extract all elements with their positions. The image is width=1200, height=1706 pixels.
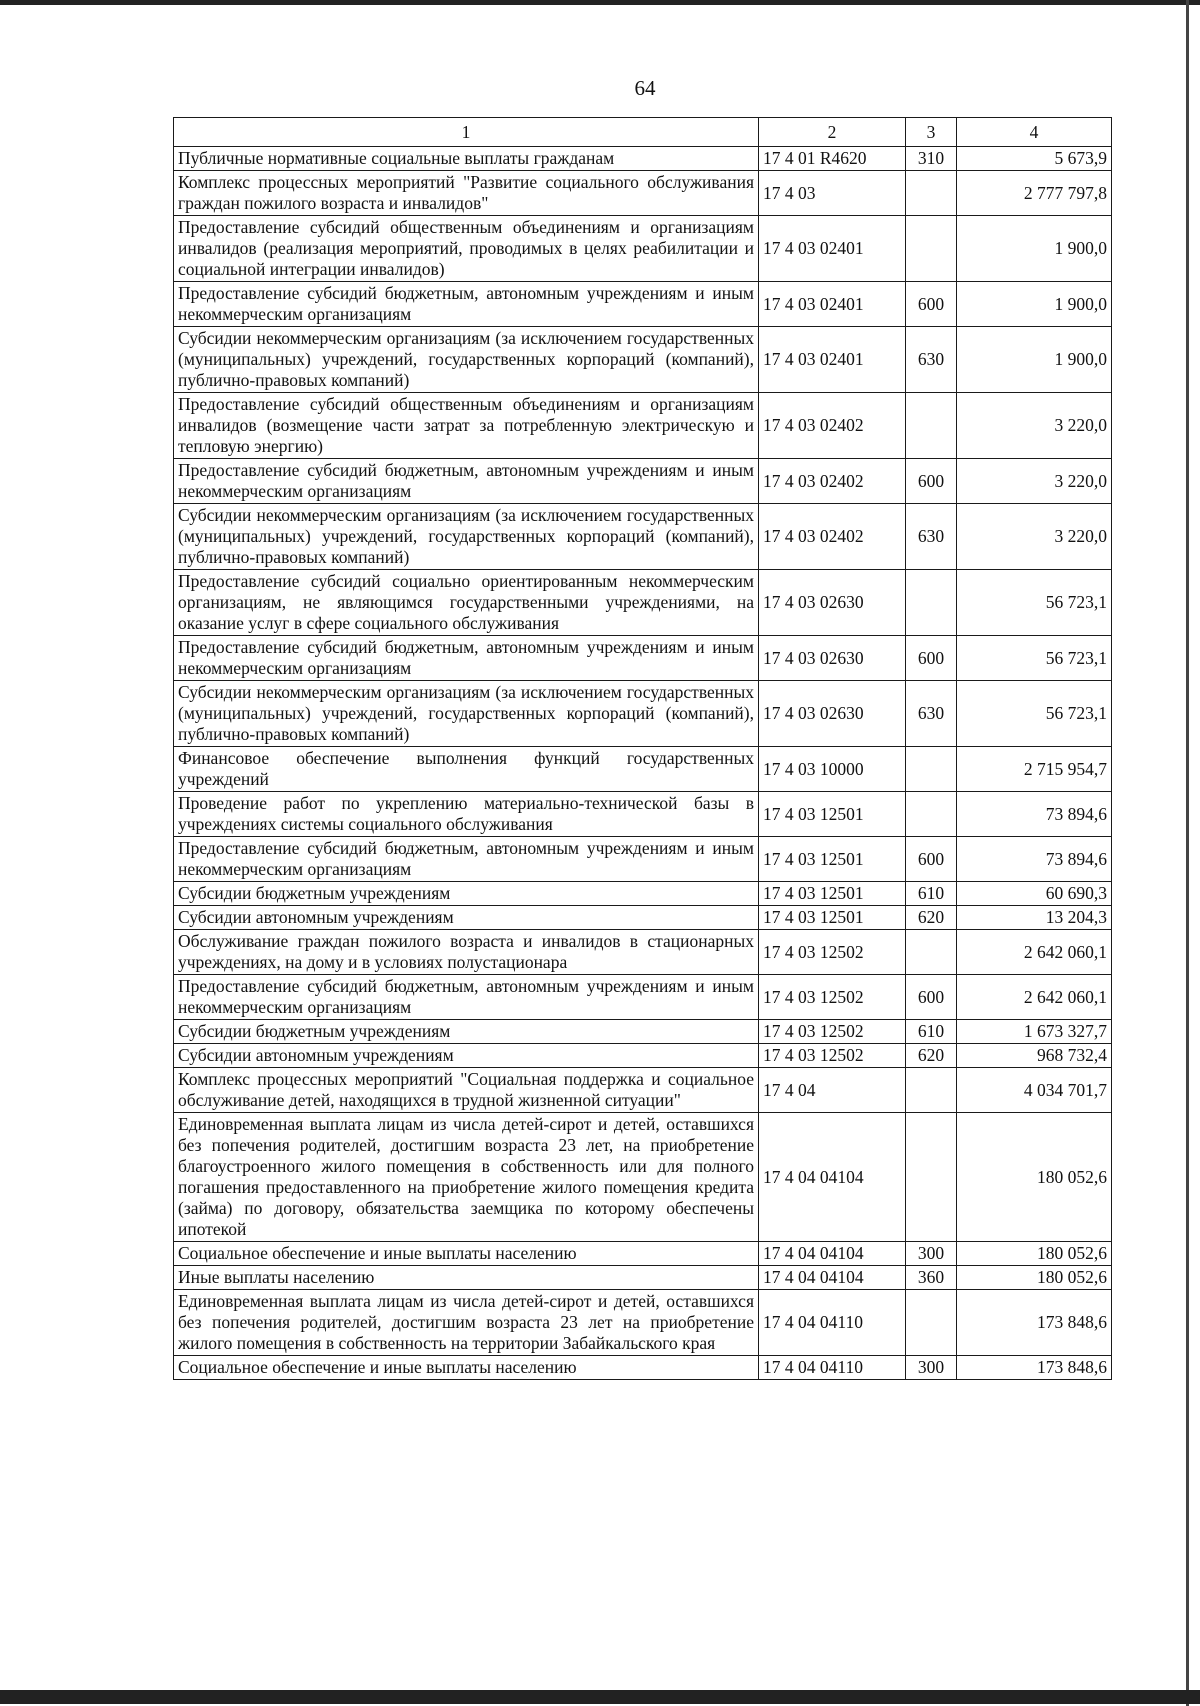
row-name-cell: Субсидии некоммерческим организациям (за исключением государственных (муниципальных) учреждений, государственных корпораций (компаний), публично-правовых компаний): [174, 681, 759, 747]
table-row: [174, 1266, 1112, 1290]
page-number: 64: [634, 76, 656, 100]
table-row: [174, 171, 1112, 216]
row-code-cell: 17 4 04: [759, 1068, 906, 1113]
row-name-cell: Иные выплаты населению: [174, 1266, 759, 1290]
row-type-cell: 600: [906, 636, 957, 681]
row-code-cell: 17 4 03 12502: [759, 1044, 906, 1068]
row-code-cell: 17 4 03 02401: [759, 327, 906, 393]
row-code-cell: 17 4 03 12501: [759, 837, 906, 882]
row-type-cell: [906, 792, 957, 837]
table-row: [174, 930, 1112, 975]
row-type-cell: 630: [906, 681, 957, 747]
row-amount-cell: 2 642 060,1: [957, 930, 1112, 975]
row-type-cell: 610: [906, 1020, 957, 1044]
row-amount-cell: 1 900,0: [957, 327, 1112, 393]
row-name-cell: Предоставление субсидий бюджетным, автономным учреждениям и иным некоммерческим организациям: [174, 459, 759, 504]
table-row: [174, 1113, 1112, 1242]
table-row: [174, 327, 1112, 393]
row-type-cell: 360: [906, 1266, 957, 1290]
row-type-cell: 310: [906, 147, 957, 171]
row-amount-cell: 56 723,1: [957, 636, 1112, 681]
row-amount-cell: 5 673,9: [957, 147, 1112, 171]
table-row: [174, 216, 1112, 282]
row-amount-cell: 2 642 060,1: [957, 975, 1112, 1020]
row-name-cell: Комплекс процессных мероприятий "Развитие социального обслуживания граждан пожилого возраста и инвалидов": [174, 171, 759, 216]
row-code-cell: 17 4 03 02630: [759, 636, 906, 681]
row-code-cell: 17 4 04 04104: [759, 1242, 906, 1266]
row-name-cell: Субсидии некоммерческим организациям (за исключением государственных (муниципальных) учреждений, государственных корпораций (компаний), публично-правовых компаний): [174, 327, 759, 393]
row-name-cell: Социальное обеспечение и иные выплаты населению: [174, 1356, 759, 1380]
row-type-cell: [906, 747, 957, 792]
row-code-cell: 17 4 03 12502: [759, 930, 906, 975]
table-row: [174, 282, 1112, 327]
table-row: [174, 681, 1112, 747]
scan-border-bottom: [0, 1690, 1200, 1704]
row-code-cell: 17 4 04 04110: [759, 1356, 906, 1380]
budget-table-body: [174, 118, 1112, 1380]
row-code-cell: 17 4 03 02402: [759, 504, 906, 570]
row-amount-cell: 1 673 327,7: [957, 1020, 1112, 1044]
row-name-cell: Субсидии бюджетным учреждениям: [174, 1020, 759, 1044]
table-row: [174, 792, 1112, 837]
table-row: [174, 747, 1112, 792]
row-amount-cell: 73 894,6: [957, 837, 1112, 882]
row-amount-cell: 73 894,6: [957, 792, 1112, 837]
row-type-cell: [906, 1113, 957, 1242]
table-row: [174, 1242, 1112, 1266]
table-row: [174, 882, 1112, 906]
row-type-cell: [906, 930, 957, 975]
row-name-cell: Финансовое обеспечение выполнения функций государственных учреждений: [174, 747, 759, 792]
row-name-cell: Предоставление субсидий бюджетным, автономным учреждениям и иным некоммерческим организациям: [174, 837, 759, 882]
row-amount-cell: 3 220,0: [957, 393, 1112, 459]
row-amount-cell: 4 034 701,7: [957, 1068, 1112, 1113]
row-name-cell: Единовременная выплата лицам из числа детей-сирот и детей, оставшихся без попечения родителей, достигшим возраста 23 лет, на приобретение благоустроенного жилого помещения в собственность или для полного погашения предоставленного на приобретение жилого помещения кредита (займа) по договору, обязательства заемщика по которому обеспечены ипотекой: [174, 1113, 759, 1242]
row-amount-cell: 180 052,6: [957, 1242, 1112, 1266]
row-code-cell: 17 4 03 12501: [759, 906, 906, 930]
row-amount-cell: 56 723,1: [957, 681, 1112, 747]
row-name-cell: Предоставление субсидий общественным объединениям и организациям инвалидов (реализация мероприятий, проводимых в целях реабилитации и социальной интеграции инвалидов): [174, 216, 759, 282]
row-name-cell: Проведение работ по укреплению материально-технической базы в учреждениях системы социального обслуживания: [174, 792, 759, 837]
row-name-cell: Предоставление субсидий общественным объединениям и организациям инвалидов (возмещение части затрат за потребленную электрическую и тепловую энергию): [174, 393, 759, 459]
row-code-cell: 17 4 03 02630: [759, 570, 906, 636]
row-type-cell: 600: [906, 282, 957, 327]
row-type-cell: [906, 393, 957, 459]
row-code-cell: 17 4 03 02401: [759, 282, 906, 327]
row-type-cell: [906, 216, 957, 282]
row-name-cell: Предоставление субсидий бюджетным, автономным учреждениям и иным некоммерческим организациям: [174, 975, 759, 1020]
row-name-cell: Публичные нормативные социальные выплаты гражданам: [174, 147, 759, 171]
row-amount-cell: 3 220,0: [957, 504, 1112, 570]
table-row: [174, 393, 1112, 459]
row-code-cell: 17 4 03 12502: [759, 1020, 906, 1044]
row-amount-cell: 3 220,0: [957, 459, 1112, 504]
row-type-cell: [906, 1290, 957, 1356]
column-header: 3: [906, 118, 957, 147]
row-code-cell: 17 4 04 04110: [759, 1290, 906, 1356]
column-header: 1: [174, 118, 759, 147]
row-amount-cell: 1 900,0: [957, 216, 1112, 282]
table-row: [174, 1356, 1112, 1380]
row-amount-cell: 180 052,6: [957, 1266, 1112, 1290]
table-row: [174, 975, 1112, 1020]
row-name-cell: Субсидии бюджетным учреждениям: [174, 882, 759, 906]
table-row: [174, 1068, 1112, 1113]
row-code-cell: 17 4 01 R4620: [759, 147, 906, 171]
row-code-cell: 17 4 03 02402: [759, 393, 906, 459]
table-row: [174, 1290, 1112, 1356]
table-row: [174, 636, 1112, 681]
row-amount-cell: 173 848,6: [957, 1290, 1112, 1356]
row-type-cell: 630: [906, 504, 957, 570]
row-name-cell: Предоставление субсидий бюджетным, автономным учреждениям и иным некоммерческим организациям: [174, 636, 759, 681]
row-amount-cell: 173 848,6: [957, 1356, 1112, 1380]
row-type-cell: [906, 171, 957, 216]
budget-table: [173, 117, 1112, 1380]
column-header: 2: [759, 118, 906, 147]
table-row: [174, 1044, 1112, 1068]
row-code-cell: 17 4 03 12502: [759, 975, 906, 1020]
scan-border-top: [0, 0, 1200, 5]
row-type-cell: 300: [906, 1356, 957, 1380]
row-type-cell: 610: [906, 882, 957, 906]
row-amount-cell: 1 900,0: [957, 282, 1112, 327]
table-row: [174, 147, 1112, 171]
row-name-cell: Комплекс процессных мероприятий "Социальная поддержка и социальное обслуживание детей, находящихся в трудной жизненной ситуации": [174, 1068, 759, 1113]
row-type-cell: 600: [906, 837, 957, 882]
row-amount-cell: 180 052,6: [957, 1113, 1112, 1242]
row-name-cell: Обслуживание граждан пожилого возраста и инвалидов в стационарных учреждениях, на дому и в условиях полустационара: [174, 930, 759, 975]
row-code-cell: 17 4 04 04104: [759, 1113, 906, 1242]
row-type-cell: 600: [906, 975, 957, 1020]
table-row: [174, 459, 1112, 504]
row-name-cell: Субсидии автономным учреждениям: [174, 906, 759, 930]
row-type-cell: [906, 570, 957, 636]
row-type-cell: 600: [906, 459, 957, 504]
row-type-cell: 300: [906, 1242, 957, 1266]
table-row: [174, 837, 1112, 882]
row-type-cell: 620: [906, 1044, 957, 1068]
table-header-row: [174, 118, 1112, 147]
row-name-cell: Субсидии автономным учреждениям: [174, 1044, 759, 1068]
row-name-cell: Субсидии некоммерческим организациям (за исключением государственных (муниципальных) учреждений, государственных корпораций (компаний), публично-правовых компаний): [174, 504, 759, 570]
table-row: [174, 906, 1112, 930]
table-row: [174, 504, 1112, 570]
column-header: 4: [957, 118, 1112, 147]
row-name-cell: Единовременная выплата лицам из числа детей-сирот и детей, оставшихся без попечения родителей, достигшим возраста 23 лет на приобретение жилого помещения в собственность на территории Забайкальского края: [174, 1290, 759, 1356]
row-amount-cell: 968 732,4: [957, 1044, 1112, 1068]
row-code-cell: 17 4 03 10000: [759, 747, 906, 792]
row-code-cell: 17 4 03 02401: [759, 216, 906, 282]
row-amount-cell: 2 777 797,8: [957, 171, 1112, 216]
row-amount-cell: 13 204,3: [957, 906, 1112, 930]
row-type-cell: 630: [906, 327, 957, 393]
scan-border-right: [1186, 0, 1189, 1706]
row-type-cell: [906, 1068, 957, 1113]
row-code-cell: 17 4 03 12501: [759, 792, 906, 837]
row-code-cell: 17 4 03 02402: [759, 459, 906, 504]
row-amount-cell: 56 723,1: [957, 570, 1112, 636]
row-name-cell: Предоставление субсидий социально ориентированным некоммерческим организациям, не являющимся государственными учреждениями, на оказание услуг в сфере социального обслуживания: [174, 570, 759, 636]
row-amount-cell: 60 690,3: [957, 882, 1112, 906]
table-row: [174, 1020, 1112, 1044]
row-code-cell: 17 4 04 04104: [759, 1266, 906, 1290]
row-amount-cell: 2 715 954,7: [957, 747, 1112, 792]
row-type-cell: 620: [906, 906, 957, 930]
row-code-cell: 17 4 03 12501: [759, 882, 906, 906]
row-code-cell: 17 4 03: [759, 171, 906, 216]
row-code-cell: 17 4 03 02630: [759, 681, 906, 747]
row-name-cell: Предоставление субсидий бюджетным, автономным учреждениям и иным некоммерческим организациям: [174, 282, 759, 327]
row-name-cell: Социальное обеспечение и иные выплаты населению: [174, 1242, 759, 1266]
table-row: [174, 570, 1112, 636]
